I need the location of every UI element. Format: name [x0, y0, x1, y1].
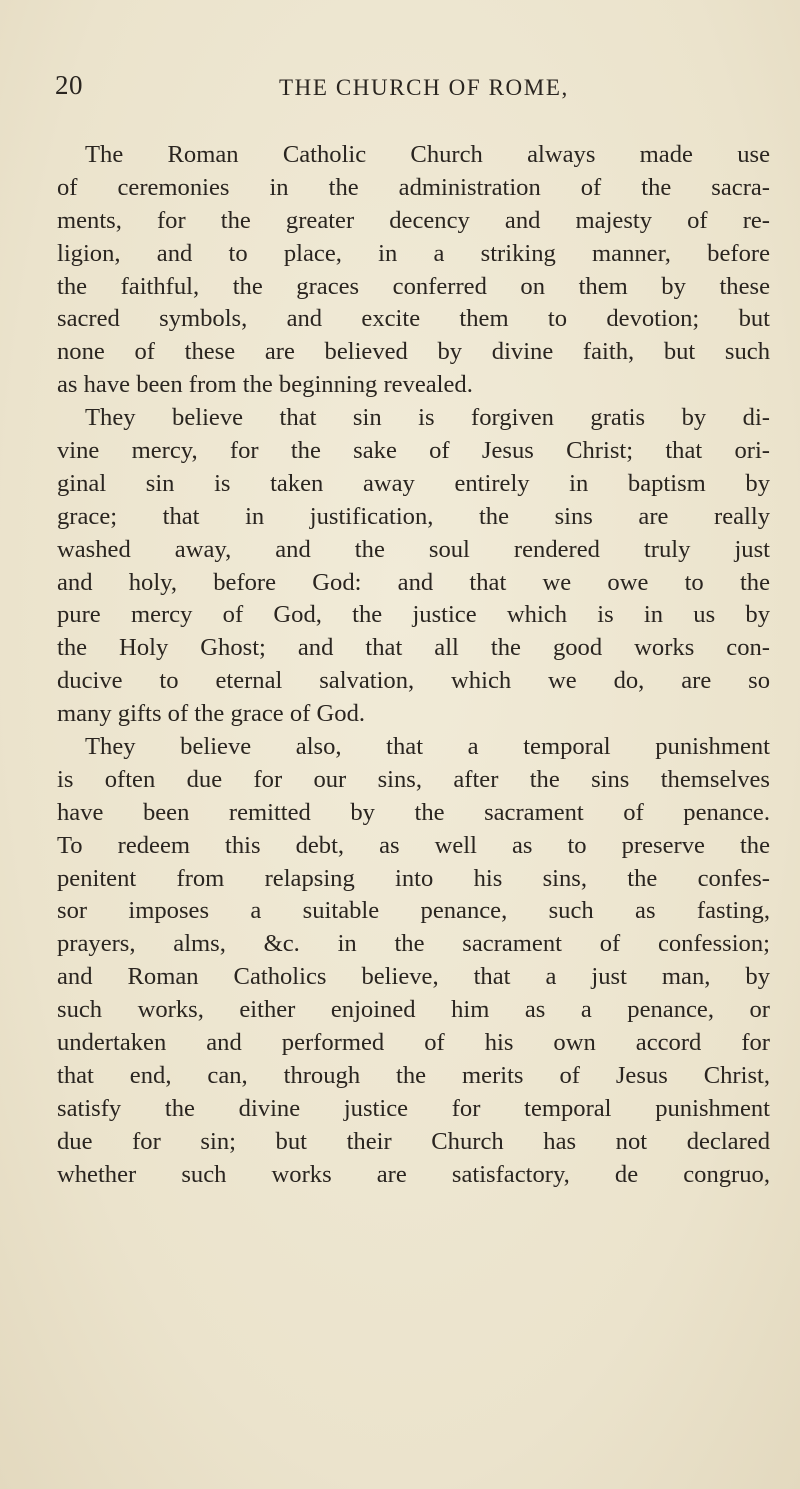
- text-line: is often due for our sins, after the sins themselves: [57, 765, 770, 793]
- text-line: such works, either enjoined him as a penance, or: [57, 996, 770, 1024]
- text-line: The Roman Catholic Church always made use: [85, 141, 770, 168]
- text-line: To redeem this debt, as well as to preserve the: [57, 831, 770, 859]
- running-head: [55, 72, 765, 112]
- text-line: the Holy Ghost; and that all the good works con-: [57, 634, 770, 662]
- text-line: prayers, alms, &c. in the sacrament of confession;: [57, 930, 770, 958]
- text-line: pure mercy of God, the justice which is in us by: [57, 601, 770, 629]
- text-line: due for sin; but their Church has not declared: [57, 1127, 770, 1155]
- text-line: ligion, and to place, in a striking manner, before: [57, 239, 770, 267]
- text-line: washed away, and the soul rendered truly just: [57, 535, 770, 563]
- text-line: that end, can, through the merits of Jesus Christ,: [57, 1061, 770, 1089]
- text-line: none of these are believed by divine faith, but such: [57, 338, 770, 366]
- text-line: undertaken and performed of his own accord for: [57, 1029, 770, 1057]
- text-line: many gifts of the grace of God.: [57, 700, 366, 728]
- text-line: ducive to eternal salvation, which we do, are so: [57, 667, 770, 695]
- text-line: as have been from the beginning revealed.: [57, 371, 473, 399]
- text-line: They believe also, that a temporal punishment: [85, 733, 770, 761]
- body-text: [57, 139, 770, 1192]
- text-line: have been remitted by the sacrament of penance.: [57, 798, 770, 826]
- text-line: ginal sin is taken away entirely in baptism by: [57, 469, 770, 497]
- text-line: the faithful, the graces conferred on them by these: [57, 272, 770, 300]
- text-line: of ceremonies in the administration of the sacra-: [57, 173, 770, 201]
- text-line: whether such works are satisfactory, de congruo,: [57, 1160, 770, 1188]
- text-line: sacred symbols, and excite them to devotion; but: [57, 305, 770, 333]
- text-line: They believe that sin is forgiven gratis by di-: [85, 404, 770, 432]
- text-line: sor imposes a suitable penance, such as fasting,: [57, 897, 770, 925]
- text-line: vine mercy, for the sake of Jesus Christ; that ori-: [57, 437, 770, 465]
- page-number: 20: [55, 70, 83, 100]
- text-line: and holy, before God: and that we owe to the: [57, 568, 770, 596]
- text-line: ments, for the greater decency and majesty of re-: [57, 206, 770, 234]
- text-line: satisfy the divine justice for temporal punishment: [57, 1094, 770, 1122]
- text-line: grace; that in justification, the sins are really: [57, 502, 770, 530]
- text-line: penitent from relapsing into his sins, the confes-: [57, 864, 770, 892]
- running-title: THE CHURCH OF ROME,: [279, 75, 569, 100]
- text-line: and Roman Catholics believe, that a just man, by: [57, 963, 770, 991]
